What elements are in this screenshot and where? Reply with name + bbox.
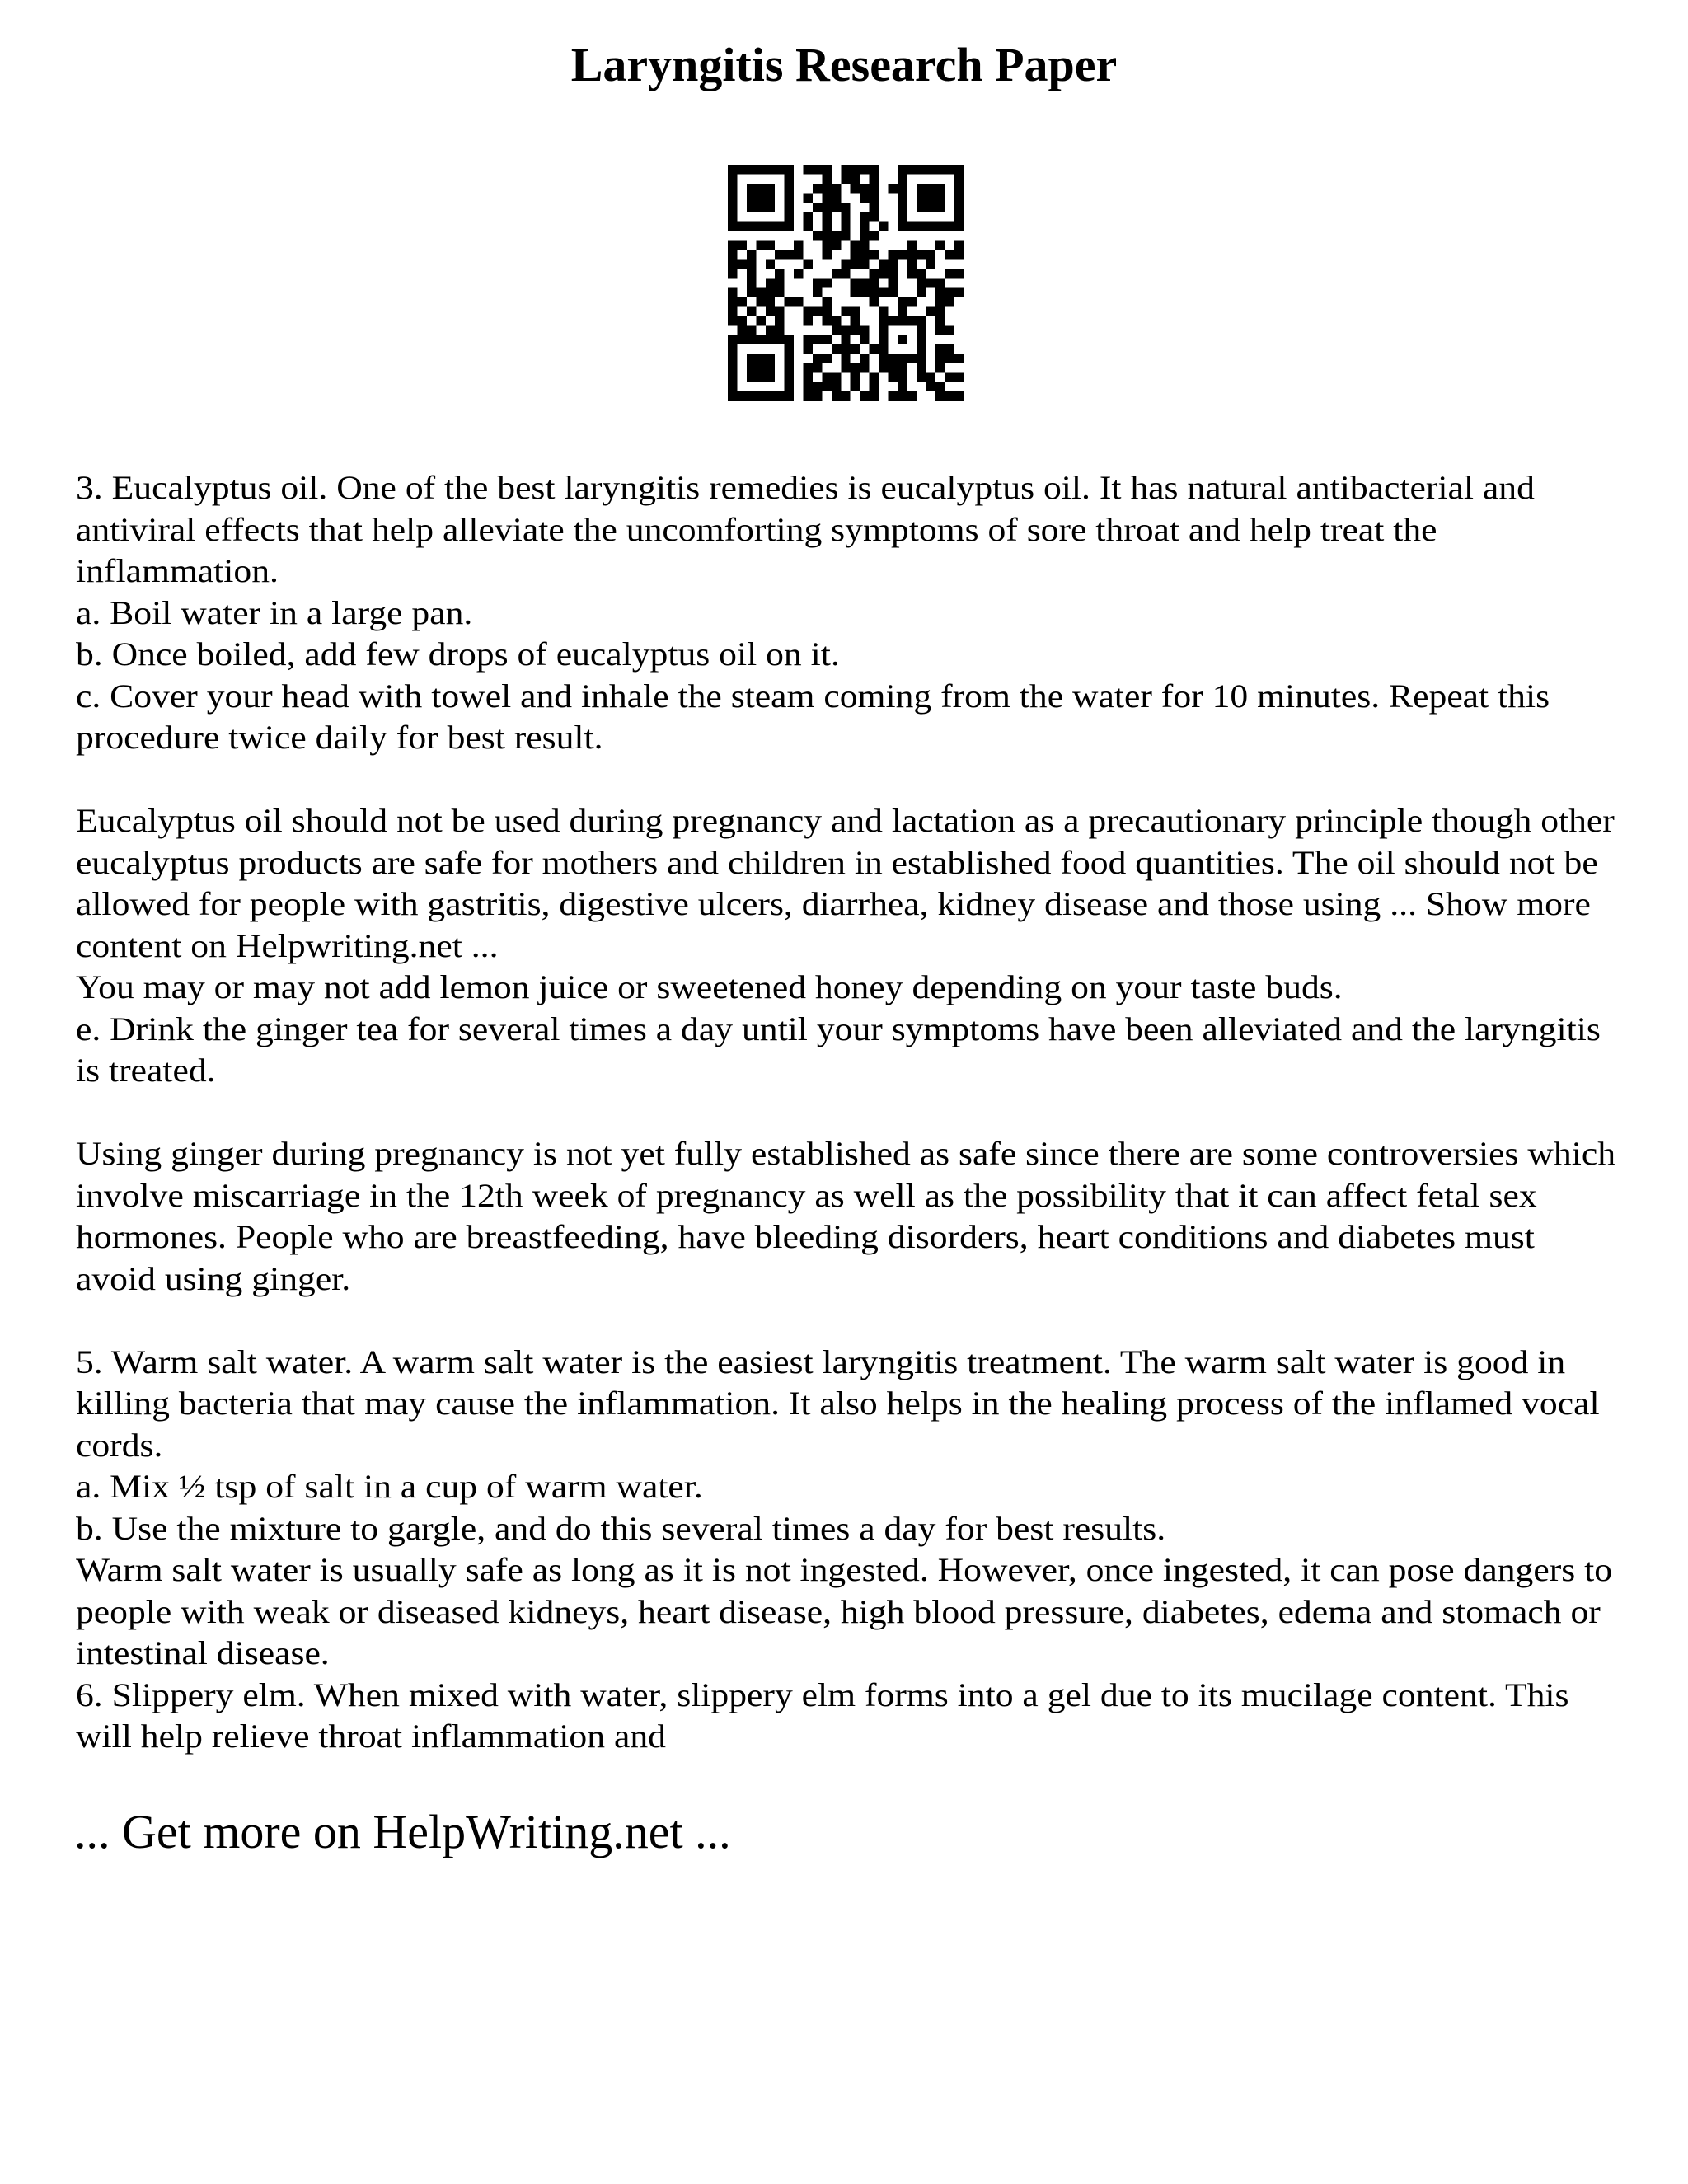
qr-code-icon: [728, 165, 964, 401]
text-line: will help relieve throat inflammation and: [76, 1718, 666, 1755]
document-body: [76, 467, 1688, 1758]
text-line: intestinal disease.: [76, 1634, 330, 1671]
text-line: 3. Eucalyptus oil. One of the best laryngitis remedies is eucalyptus oil. It has natural antibacterial and: [76, 469, 1535, 506]
text-line: is treated.: [76, 1052, 216, 1089]
paragraph-eucalyptus-caution: [76, 800, 1688, 1092]
text-line: 5. Warm salt water. A warm salt water is the easiest laryngitis treatment. The warm salt water is good in: [76, 1343, 1566, 1380]
text-line: content on Helpwriting.net ...: [76, 926, 499, 964]
text-line: hormones. People who are breastfeeding, have bleeding disorders, heart conditions and diabetes must: [76, 1218, 1535, 1255]
qr-code-graphic: [728, 165, 964, 401]
text-line: people with weak or diseased kidneys, heart disease, high blood pressure, diabetes, edema and stomach or: [76, 1592, 1601, 1630]
text-line: Using ginger during pregnancy is not yet fully established as safe since there are some controversies which: [76, 1135, 1616, 1172]
paragraph-spacer: [76, 1092, 1688, 1134]
text-line: antiviral effects that help alleviate the uncomforting symptoms of sore throat and help treat the: [76, 510, 1437, 548]
text-line: cords.: [76, 1426, 163, 1464]
list-item-step-b: b. Use the mixture to gargle, and do this several times a day for best results.: [76, 1509, 1166, 1547]
list-item-step-b: b. Once boiled, add few drops of eucalyptus oil on it.: [76, 635, 840, 673]
page-title: Laryngitis Research Paper: [570, 38, 1118, 91]
text-line: eucalyptus products are safe for mothers and children in established food quantities. The oil should not be: [76, 843, 1598, 881]
text-line: involve miscarriage in the 12th week of pregnancy as well as the possibility that it can affect fetal sex: [76, 1176, 1537, 1214]
text-line: Eucalyptus oil should not be used during pregnancy and lactation as a precautionary principle though other: [76, 802, 1615, 839]
list-item-step-a: a. Mix ½ tsp of salt in a cup of warm water.: [76, 1468, 703, 1505]
text-line: Warm salt water is usually safe as long as it is not ingested. However, once ingested, it can pose dangers to: [76, 1551, 1613, 1588]
text-line: killing bacteria that may cause the inflammation. It also helps in the healing process of the inflamed vocal: [76, 1385, 1600, 1422]
text-line: inflammation.: [76, 552, 279, 589]
text-line: You may or may not add lemon juice or sweetened honey depending on your taste buds.: [76, 968, 1343, 1005]
list-item-step-e: e. Drink the ginger tea for several times a day until your symptoms have been alleviated and the laryngitis: [76, 1010, 1601, 1047]
list-item-step-a: a. Boil water in a large pan.: [76, 593, 473, 631]
paragraph-ginger-caution: [76, 1133, 1688, 1300]
paragraph-spacer: [76, 1300, 1688, 1342]
paragraph-eucalyptus-remedy: [76, 467, 1688, 759]
get-more-link[interactable]: ... Get more on HelpWriting.net ...: [74, 1805, 731, 1858]
text-line: procedure twice daily for best result.: [76, 719, 603, 756]
paragraph-spacer: [76, 759, 1688, 801]
paragraph-salt-water-remedy: [76, 1342, 1688, 1758]
text-line: allowed for people with gastritis, digestive ulcers, diarrhea, kidney disease and those using ... Show more: [76, 885, 1591, 922]
text-line: 6. Slippery elm. When mixed with water, slippery elm forms into a gel due to its mucilage content. This: [76, 1675, 1569, 1713]
text-line: avoid using ginger.: [76, 1259, 351, 1297]
list-item-step-c: c. Cover your head with towel and inhale the steam coming from the water for 10 minutes. Repeat this: [76, 677, 1550, 715]
